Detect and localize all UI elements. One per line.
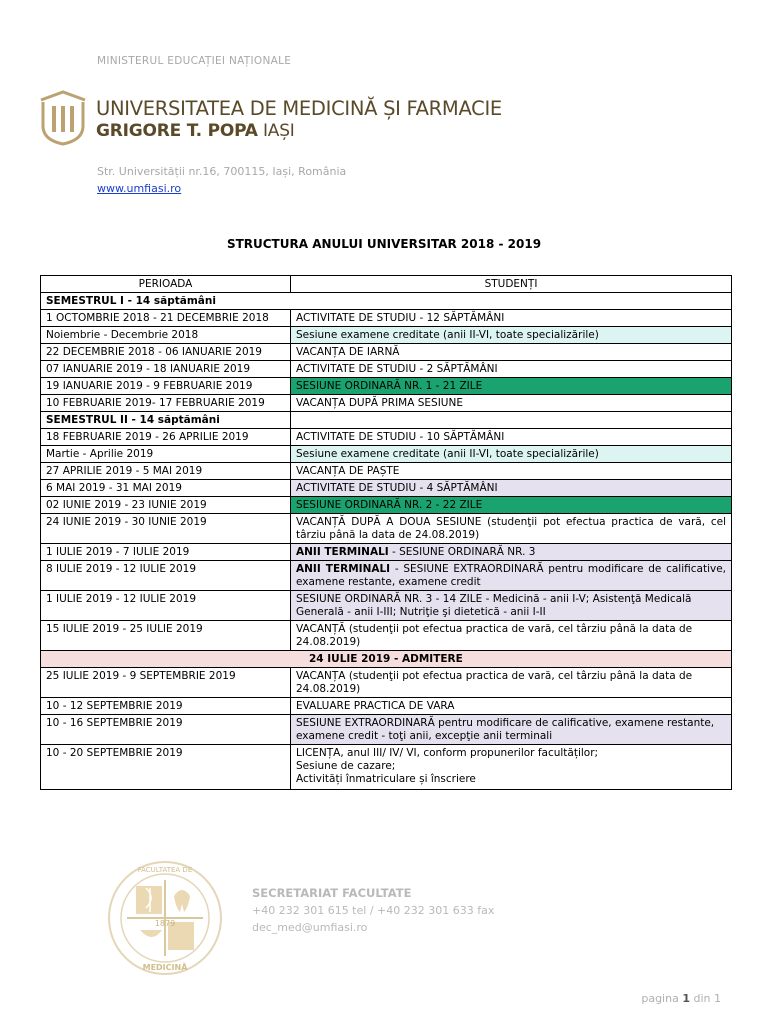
period-cell: 07 IANUARIE 2019 - 18 IANUARIE 2019 [41, 361, 291, 378]
students-cell: Sesiune examene creditate (anii II-VI, toate specializările) [291, 446, 732, 463]
university-logo-icon [37, 88, 89, 146]
table-row [41, 361, 732, 378]
period-cell: 19 IANUARIE 2019 - 9 FEBRUARIE 2019 [41, 378, 291, 395]
students-cell: ACTIVITATE DE STUDIU - 10 SĂPTĂMÂNI [291, 429, 732, 446]
period-cell: 10 - 16 SEPTEMBRIE 2019 [41, 715, 291, 745]
students-cell: ACTIVITATE DE STUDIU - 12 SĂPTĂMÂNI [291, 310, 732, 327]
seal-bottom-text: MEDICINĂ [142, 963, 188, 972]
period-cell: Martie - Aprilie 2019 [41, 446, 291, 463]
header-students: STUDENȚI [291, 276, 732, 293]
university-subname: GRIGORE T. POPA IAȘI [96, 121, 295, 141]
students-cell: EVALUARE PRACTICA DE VARA [291, 698, 732, 715]
seal-top-text: FACULTATEA DE [137, 866, 193, 874]
table-row [41, 327, 732, 344]
schedule-table [40, 275, 732, 790]
students-cell: VACANȚĂ DUPĂ A DOUA SESIUNE (studenţii pot efectua practica de vară, cel târziu până la data de 24.08.2019) [291, 514, 732, 544]
semester-2-row [41, 412, 732, 429]
document-title: STRUCTURA ANULUI UNIVERSITAR 2018 - 2019 [226, 237, 542, 251]
table-row [41, 544, 732, 561]
secretariat-phone: +40 232 301 615 tel / +40 232 301 633 fax [252, 904, 495, 917]
period-cell: 18 FEBRUARIE 2019 - 26 APRILIE 2019 [41, 429, 291, 446]
table-row [41, 344, 732, 361]
period-cell: 10 FEBRUARIE 2019- 17 FEBRUARIE 2019 [41, 395, 291, 412]
period-cell: 1 OCTOMBRIE 2018 - 21 DECEMBRIE 2018 [41, 310, 291, 327]
table-row [41, 514, 732, 544]
students-line: Sesiune de cazare; [296, 760, 396, 772]
students-cell: SESIUNE ORDINARĂ NR. 1 - 21 ZILE [291, 378, 732, 395]
ministry-label: MINISTERUL EDUCAȚIEI NAȚIONALE [97, 55, 292, 67]
students-cell: ANII TERMINALI - SESIUNE EXTRAORDINARĂ pentru modificare de calificative, examene restante, examene credit [291, 561, 732, 591]
faculty-seal-icon [96, 858, 234, 978]
students-cell: VACANȚA (studenţii pot efectua practica de vară, cel târziu până la data de 24.08.2019) [291, 668, 732, 698]
address: Str. Universității nr.16, 700115, Iași, România [97, 165, 347, 178]
period-cell: 24 IUNIE 2019 - 30 IUNIE 2019 [41, 514, 291, 544]
period-cell: 8 IULIE 2019 - 12 IULIE 2019 [41, 561, 291, 591]
semester-1-label: SEMESTRUL I - 14 săptămâni [41, 293, 732, 310]
students-cell: SESIUNE ORDINARĂ NR. 2 - 22 ZILE [291, 497, 732, 514]
table-row [41, 745, 732, 790]
page-number: pagina 1 din 1 [641, 992, 721, 1005]
students-cell: ANII TERMINALI - SESIUNE ORDINARĂ NR. 3 [291, 544, 732, 561]
period-cell: 1 IULIE 2019 - 12 IULIE 2019 [41, 591, 291, 621]
period-cell: 02 IUNIE 2019 - 23 IUNIE 2019 [41, 497, 291, 514]
period-cell: 15 IULIE 2019 - 25 IULIE 2019 [41, 621, 291, 651]
seal-year: 1879 [154, 919, 176, 928]
period-cell: 27 APRILIE 2019 - 5 MAI 2019 [41, 463, 291, 480]
students-cell: SESIUNE EXTRAORDINARĂ pentru modificare de calificative, examene restante, examene credit - toţi anii, excepţie anii terminali [291, 715, 732, 745]
students-cell: Sesiune examene creditate (anii II-VI, toate specializările) [291, 327, 732, 344]
university-name: UNIVERSITATEA DE MEDICINĂ ȘI FARMACIE [96, 97, 502, 120]
table-row [41, 395, 732, 412]
table-row [41, 715, 732, 745]
website-link[interactable]: www.umfiasi.ro [97, 182, 182, 195]
table-row [41, 621, 732, 651]
table-row [41, 310, 732, 327]
table-row [41, 668, 732, 698]
empty-cell [291, 412, 732, 429]
secretariat-title: SECRETARIAT FACULTATE [252, 886, 412, 900]
students-cell: ACTIVITATE DE STUDIU - 2 SĂPTĂMÂNI [291, 361, 732, 378]
semester-1-row [41, 293, 732, 310]
period-cell: 25 IULIE 2019 - 9 SEPTEMBRIE 2019 [41, 668, 291, 698]
admission-cell: 24 IULIE 2019 - ADMITERE [41, 651, 732, 668]
table-header-row [41, 276, 732, 293]
students-cell: SESIUNE ORDINARĂ NR. 3 - 14 ZILE - Medicină - anii I-V; Asistenţă Medicală Generală - anii I-III; Nutriţie şi dietetică - anii I-II [291, 591, 732, 621]
students-cell: VACANȚA DUPĂ PRIMA SESIUNE [291, 395, 732, 412]
table-row [41, 480, 732, 497]
table-row [41, 591, 732, 621]
students-line: Activități înmatriculare și înscriere [296, 773, 476, 785]
students-cell: ACTIVITATE DE STUDIU - 4 SĂPTĂMÂNI [291, 480, 732, 497]
period-cell: Noiembrie - Decembrie 2018 [41, 327, 291, 344]
students-cell: VACANȚĂ (studenţii pot efectua practica de vară, cel târziu până la data de 24.08.2019) [291, 621, 732, 651]
period-cell: 1 IULIE 2019 - 7 IULIE 2019 [41, 544, 291, 561]
table-row [41, 698, 732, 715]
table-row [41, 429, 732, 446]
students-cell: VACANȚA DE PAȘTE [291, 463, 732, 480]
table-row [41, 497, 732, 514]
table-row [41, 446, 732, 463]
students-line: LICENȚA, anul III/ IV/ VI, conform propunerilor facultăților; [296, 747, 599, 759]
table-row [41, 378, 732, 395]
secretariat-email[interactable]: dec_med@umfiasi.ro [252, 921, 368, 934]
period-cell: 22 DECEMBRIE 2018 - 06 IANUARIE 2019 [41, 344, 291, 361]
header-period: PERIOADA [41, 276, 291, 293]
semester-2-label: SEMESTRUL II - 14 săptămâni [41, 412, 291, 429]
period-cell: 10 - 20 SEPTEMBRIE 2019 [41, 745, 291, 790]
students-cell: VACANȚA DE IARNĂ [291, 344, 732, 361]
students-cell [291, 745, 732, 790]
admission-row [41, 651, 732, 668]
period-cell: 6 MAI 2019 - 31 MAI 2019 [41, 480, 291, 497]
table-row [41, 561, 732, 591]
period-cell: 10 - 12 SEPTEMBRIE 2019 [41, 698, 291, 715]
table-row [41, 463, 732, 480]
